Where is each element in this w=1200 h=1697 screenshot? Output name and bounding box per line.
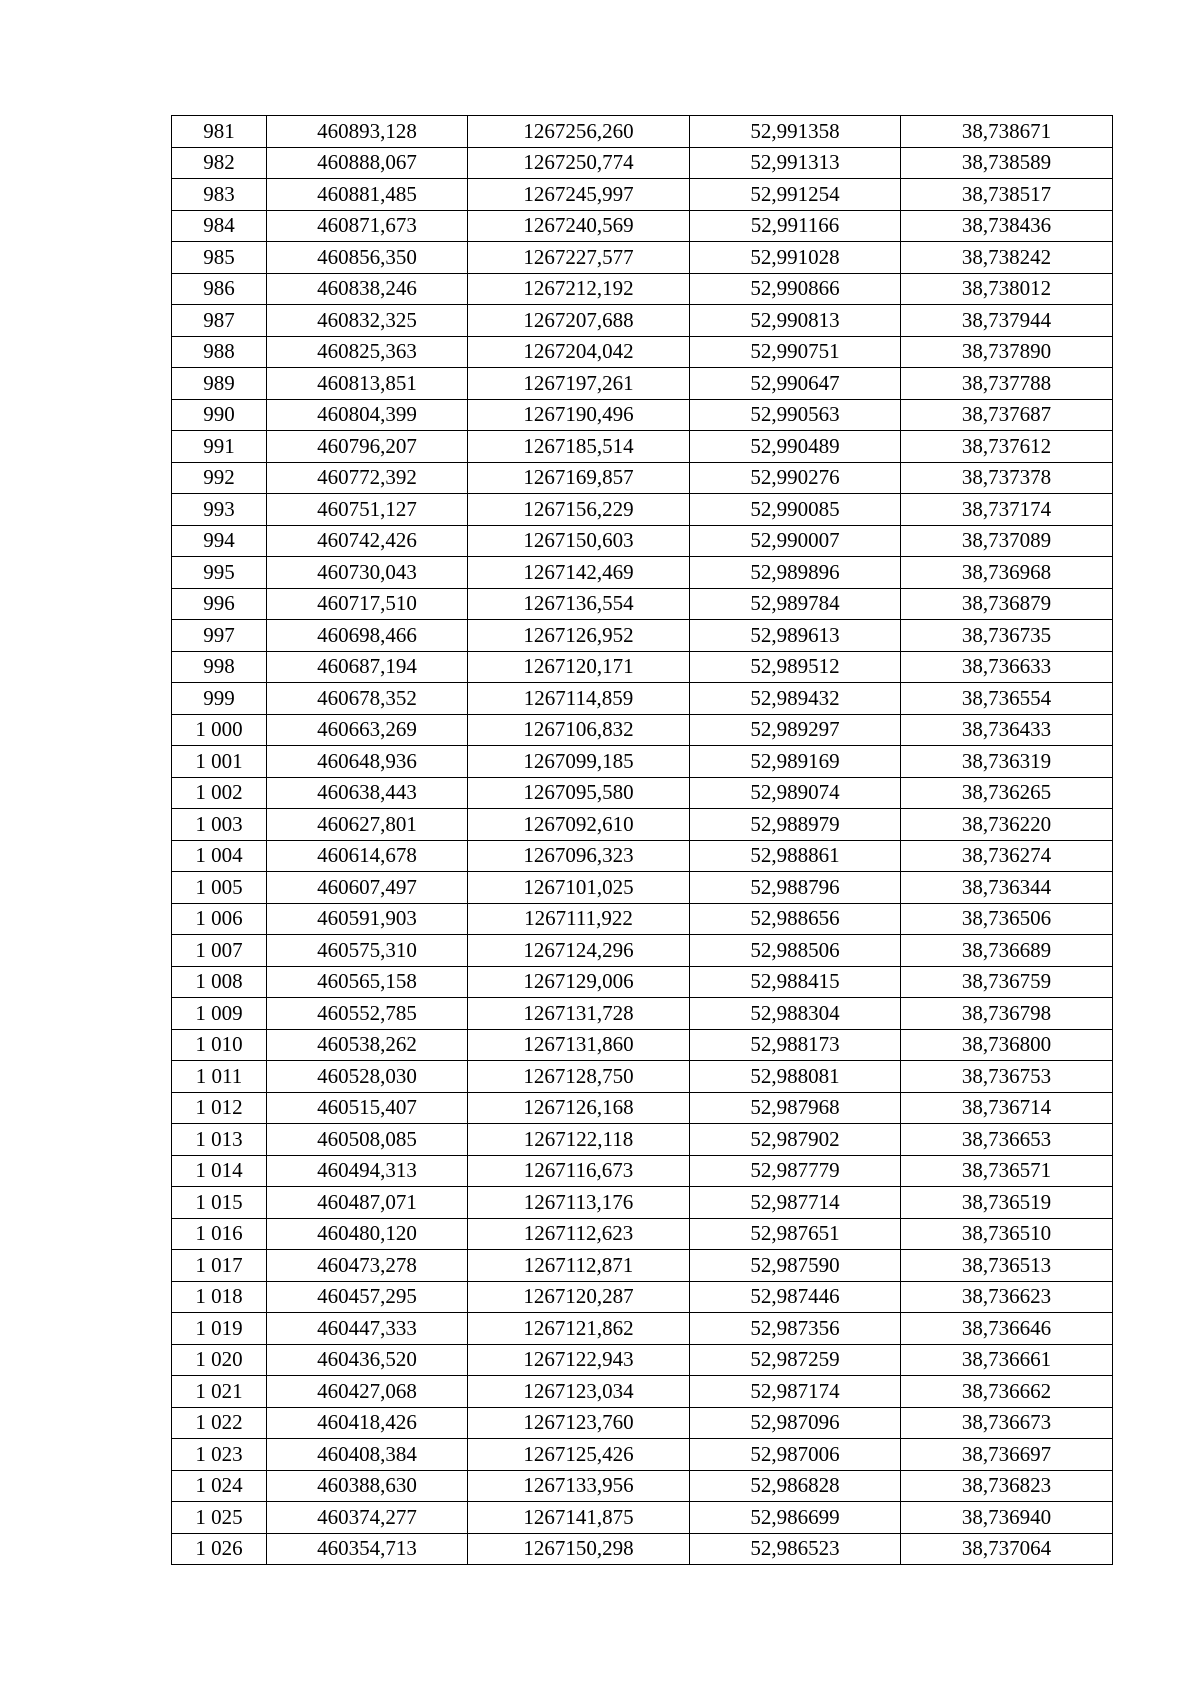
latitude-cell: 52,986828 (690, 1470, 901, 1502)
point-number-cell: 1 011 (172, 1061, 267, 1093)
table-row (172, 242, 1113, 274)
y-coordinate-cell: 1267092,610 (468, 809, 690, 841)
table-row (172, 368, 1113, 400)
x-coordinate-cell: 460528,030 (267, 1061, 468, 1093)
table-row (172, 273, 1113, 305)
latitude-cell: 52,988656 (690, 903, 901, 935)
point-number-cell: 1 007 (172, 935, 267, 967)
x-coordinate-cell: 460508,085 (267, 1124, 468, 1156)
x-coordinate-cell: 460638,443 (267, 777, 468, 809)
y-coordinate-cell: 1267126,168 (468, 1092, 690, 1124)
table-row (172, 777, 1113, 809)
point-number-cell: 1 021 (172, 1376, 267, 1408)
longitude-cell: 38,736940 (901, 1502, 1113, 1534)
point-number-cell: 995 (172, 557, 267, 589)
longitude-cell: 38,736513 (901, 1250, 1113, 1282)
x-coordinate-cell: 460418,426 (267, 1407, 468, 1439)
point-number-cell: 1 023 (172, 1439, 267, 1471)
longitude-cell: 38,736673 (901, 1407, 1113, 1439)
latitude-cell: 52,991313 (690, 147, 901, 179)
longitude-cell: 38,736571 (901, 1155, 1113, 1187)
x-coordinate-cell: 460408,384 (267, 1439, 468, 1471)
latitude-cell: 52,987006 (690, 1439, 901, 1471)
y-coordinate-cell: 1267131,728 (468, 998, 690, 1030)
x-coordinate-cell: 460796,207 (267, 431, 468, 463)
x-coordinate-cell: 460494,313 (267, 1155, 468, 1187)
y-coordinate-cell: 1267116,673 (468, 1155, 690, 1187)
longitude-cell: 38,736623 (901, 1281, 1113, 1313)
table-row (172, 1376, 1113, 1408)
latitude-cell: 52,987446 (690, 1281, 901, 1313)
y-coordinate-cell: 1267245,997 (468, 179, 690, 211)
table-row (172, 966, 1113, 998)
x-coordinate-cell: 460575,310 (267, 935, 468, 967)
table-row (172, 1124, 1113, 1156)
table-row (172, 1029, 1113, 1061)
longitude-cell: 38,736800 (901, 1029, 1113, 1061)
point-number-cell: 990 (172, 399, 267, 431)
longitude-cell: 38,738012 (901, 273, 1113, 305)
table-row (172, 1250, 1113, 1282)
longitude-cell: 38,736220 (901, 809, 1113, 841)
x-coordinate-cell: 460888,067 (267, 147, 468, 179)
y-coordinate-cell: 1267204,042 (468, 336, 690, 368)
point-number-cell: 1 009 (172, 998, 267, 1030)
y-coordinate-cell: 1267250,774 (468, 147, 690, 179)
y-coordinate-cell: 1267112,623 (468, 1218, 690, 1250)
x-coordinate-cell: 460698,466 (267, 620, 468, 652)
point-number-cell: 1 025 (172, 1502, 267, 1534)
point-number-cell: 998 (172, 651, 267, 683)
x-coordinate-cell: 460552,785 (267, 998, 468, 1030)
x-coordinate-cell: 460893,128 (267, 116, 468, 148)
x-coordinate-cell: 460480,120 (267, 1218, 468, 1250)
x-coordinate-cell: 460871,673 (267, 210, 468, 242)
point-number-cell: 1 026 (172, 1533, 267, 1565)
longitude-cell: 38,736697 (901, 1439, 1113, 1471)
latitude-cell: 52,989074 (690, 777, 901, 809)
y-coordinate-cell: 1267122,118 (468, 1124, 690, 1156)
latitude-cell: 52,990813 (690, 305, 901, 337)
longitude-cell: 38,737612 (901, 431, 1113, 463)
x-coordinate-cell: 460607,497 (267, 872, 468, 904)
y-coordinate-cell: 1267185,514 (468, 431, 690, 463)
longitude-cell: 38,737064 (901, 1533, 1113, 1565)
table-row (172, 809, 1113, 841)
latitude-cell: 52,988796 (690, 872, 901, 904)
longitude-cell: 38,736759 (901, 966, 1113, 998)
y-coordinate-cell: 1267142,469 (468, 557, 690, 589)
table-row (172, 840, 1113, 872)
coordinates-table-body (172, 116, 1113, 1565)
longitude-cell: 38,736319 (901, 746, 1113, 778)
x-coordinate-cell: 460813,851 (267, 368, 468, 400)
point-number-cell: 1 024 (172, 1470, 267, 1502)
longitude-cell: 38,736344 (901, 872, 1113, 904)
y-coordinate-cell: 1267227,577 (468, 242, 690, 274)
latitude-cell: 52,987714 (690, 1187, 901, 1219)
table-row (172, 714, 1113, 746)
x-coordinate-cell: 460473,278 (267, 1250, 468, 1282)
longitude-cell: 38,737788 (901, 368, 1113, 400)
y-coordinate-cell: 1267123,034 (468, 1376, 690, 1408)
x-coordinate-cell: 460591,903 (267, 903, 468, 935)
longitude-cell: 38,738242 (901, 242, 1113, 274)
table-row (172, 935, 1113, 967)
y-coordinate-cell: 1267128,750 (468, 1061, 690, 1093)
latitude-cell: 52,990007 (690, 525, 901, 557)
latitude-cell: 52,987779 (690, 1155, 901, 1187)
longitude-cell: 38,736510 (901, 1218, 1113, 1250)
y-coordinate-cell: 1267124,296 (468, 935, 690, 967)
point-number-cell: 985 (172, 242, 267, 274)
y-coordinate-cell: 1267101,025 (468, 872, 690, 904)
latitude-cell: 52,987651 (690, 1218, 901, 1250)
x-coordinate-cell: 460832,325 (267, 305, 468, 337)
point-number-cell: 1 019 (172, 1313, 267, 1345)
y-coordinate-cell: 1267120,287 (468, 1281, 690, 1313)
y-coordinate-cell: 1267240,569 (468, 210, 690, 242)
y-coordinate-cell: 1267123,760 (468, 1407, 690, 1439)
table-row (172, 1281, 1113, 1313)
x-coordinate-cell: 460614,678 (267, 840, 468, 872)
longitude-cell: 38,736798 (901, 998, 1113, 1030)
y-coordinate-cell: 1267197,261 (468, 368, 690, 400)
x-coordinate-cell: 460627,801 (267, 809, 468, 841)
y-coordinate-cell: 1267111,922 (468, 903, 690, 935)
y-coordinate-cell: 1267096,323 (468, 840, 690, 872)
longitude-cell: 38,738671 (901, 116, 1113, 148)
latitude-cell: 52,989297 (690, 714, 901, 746)
longitude-cell: 38,736554 (901, 683, 1113, 715)
x-coordinate-cell: 460388,630 (267, 1470, 468, 1502)
table-row (172, 903, 1113, 935)
y-coordinate-cell: 1267112,871 (468, 1250, 690, 1282)
y-coordinate-cell: 1267114,859 (468, 683, 690, 715)
x-coordinate-cell: 460427,068 (267, 1376, 468, 1408)
point-number-cell: 982 (172, 147, 267, 179)
table-row (172, 1155, 1113, 1187)
latitude-cell: 52,988081 (690, 1061, 901, 1093)
latitude-cell: 52,987096 (690, 1407, 901, 1439)
point-number-cell: 1 010 (172, 1029, 267, 1061)
y-coordinate-cell: 1267207,688 (468, 305, 690, 337)
latitude-cell: 52,990751 (690, 336, 901, 368)
table-row (172, 746, 1113, 778)
table-row (172, 116, 1113, 148)
longitude-cell: 38,737174 (901, 494, 1113, 526)
x-coordinate-cell: 460678,352 (267, 683, 468, 715)
table-row (172, 1061, 1113, 1093)
point-number-cell: 986 (172, 273, 267, 305)
y-coordinate-cell: 1267122,943 (468, 1344, 690, 1376)
table-row (172, 1187, 1113, 1219)
table-row (172, 494, 1113, 526)
table-row (172, 431, 1113, 463)
point-number-cell: 984 (172, 210, 267, 242)
x-coordinate-cell: 460565,158 (267, 966, 468, 998)
y-coordinate-cell: 1267150,298 (468, 1533, 690, 1565)
table-row (172, 557, 1113, 589)
table-row (172, 1407, 1113, 1439)
table-row (172, 179, 1113, 211)
y-coordinate-cell: 1267121,862 (468, 1313, 690, 1345)
table-row (172, 1218, 1113, 1250)
longitude-cell: 38,736506 (901, 903, 1113, 935)
longitude-cell: 38,736968 (901, 557, 1113, 589)
x-coordinate-cell: 460487,071 (267, 1187, 468, 1219)
longitude-cell: 38,736653 (901, 1124, 1113, 1156)
table-row (172, 210, 1113, 242)
longitude-cell: 38,736879 (901, 588, 1113, 620)
longitude-cell: 38,736714 (901, 1092, 1113, 1124)
table-row (172, 620, 1113, 652)
point-number-cell: 999 (172, 683, 267, 715)
y-coordinate-cell: 1267156,229 (468, 494, 690, 526)
point-number-cell: 1 000 (172, 714, 267, 746)
point-number-cell: 988 (172, 336, 267, 368)
x-coordinate-cell: 460742,426 (267, 525, 468, 557)
longitude-cell: 38,737378 (901, 462, 1113, 494)
point-number-cell: 1 016 (172, 1218, 267, 1250)
y-coordinate-cell: 1267125,426 (468, 1439, 690, 1471)
coordinates-table (171, 115, 1113, 1565)
longitude-cell: 38,736735 (901, 620, 1113, 652)
latitude-cell: 52,991166 (690, 210, 901, 242)
point-number-cell: 992 (172, 462, 267, 494)
point-number-cell: 1 012 (172, 1092, 267, 1124)
point-number-cell: 1 001 (172, 746, 267, 778)
y-coordinate-cell: 1267141,875 (468, 1502, 690, 1534)
x-coordinate-cell: 460447,333 (267, 1313, 468, 1345)
latitude-cell: 52,991028 (690, 242, 901, 274)
longitude-cell: 38,738517 (901, 179, 1113, 211)
longitude-cell: 38,736661 (901, 1344, 1113, 1376)
y-coordinate-cell: 1267190,496 (468, 399, 690, 431)
point-number-cell: 1 003 (172, 809, 267, 841)
y-coordinate-cell: 1267113,176 (468, 1187, 690, 1219)
longitude-cell: 38,736753 (901, 1061, 1113, 1093)
latitude-cell: 52,987968 (690, 1092, 901, 1124)
latitude-cell: 52,990489 (690, 431, 901, 463)
x-coordinate-cell: 460663,269 (267, 714, 468, 746)
latitude-cell: 52,988304 (690, 998, 901, 1030)
point-number-cell: 997 (172, 620, 267, 652)
y-coordinate-cell: 1267133,956 (468, 1470, 690, 1502)
latitude-cell: 52,988173 (690, 1029, 901, 1061)
x-coordinate-cell: 460825,363 (267, 336, 468, 368)
point-number-cell: 989 (172, 368, 267, 400)
longitude-cell: 38,736646 (901, 1313, 1113, 1345)
point-number-cell: 1 006 (172, 903, 267, 935)
latitude-cell: 52,988415 (690, 966, 901, 998)
latitude-cell: 52,988506 (690, 935, 901, 967)
x-coordinate-cell: 460457,295 (267, 1281, 468, 1313)
table-row (172, 872, 1113, 904)
y-coordinate-cell: 1267256,260 (468, 116, 690, 148)
x-coordinate-cell: 460687,194 (267, 651, 468, 683)
latitude-cell: 52,988861 (690, 840, 901, 872)
table-row (172, 998, 1113, 1030)
x-coordinate-cell: 460856,350 (267, 242, 468, 274)
latitude-cell: 52,986699 (690, 1502, 901, 1534)
latitude-cell: 52,989432 (690, 683, 901, 715)
y-coordinate-cell: 1267212,192 (468, 273, 690, 305)
longitude-cell: 38,736689 (901, 935, 1113, 967)
y-coordinate-cell: 1267095,580 (468, 777, 690, 809)
latitude-cell: 52,990563 (690, 399, 901, 431)
latitude-cell: 52,990866 (690, 273, 901, 305)
longitude-cell: 38,736662 (901, 1376, 1113, 1408)
latitude-cell: 52,987259 (690, 1344, 901, 1376)
longitude-cell: 38,736433 (901, 714, 1113, 746)
point-number-cell: 1 014 (172, 1155, 267, 1187)
point-number-cell: 996 (172, 588, 267, 620)
longitude-cell: 38,736265 (901, 777, 1113, 809)
x-coordinate-cell: 460730,043 (267, 557, 468, 589)
longitude-cell: 38,737890 (901, 336, 1113, 368)
table-row (172, 305, 1113, 337)
latitude-cell: 52,989896 (690, 557, 901, 589)
latitude-cell: 52,986523 (690, 1533, 901, 1565)
x-coordinate-cell: 460838,246 (267, 273, 468, 305)
latitude-cell: 52,987174 (690, 1376, 901, 1408)
table-row (172, 462, 1113, 494)
x-coordinate-cell: 460751,127 (267, 494, 468, 526)
table-row (172, 1502, 1113, 1534)
latitude-cell: 52,989613 (690, 620, 901, 652)
table-row (172, 336, 1113, 368)
longitude-cell: 38,736823 (901, 1470, 1113, 1502)
table-row (172, 1533, 1113, 1565)
latitude-cell: 52,988979 (690, 809, 901, 841)
y-coordinate-cell: 1267136,554 (468, 588, 690, 620)
x-coordinate-cell: 460374,277 (267, 1502, 468, 1534)
y-coordinate-cell: 1267169,857 (468, 462, 690, 494)
point-number-cell: 1 015 (172, 1187, 267, 1219)
point-number-cell: 1 022 (172, 1407, 267, 1439)
table-row (172, 1313, 1113, 1345)
table-row (172, 399, 1113, 431)
table-row (172, 588, 1113, 620)
point-number-cell: 993 (172, 494, 267, 526)
y-coordinate-cell: 1267126,952 (468, 620, 690, 652)
x-coordinate-cell: 460804,399 (267, 399, 468, 431)
point-number-cell: 981 (172, 116, 267, 148)
x-coordinate-cell: 460538,262 (267, 1029, 468, 1061)
point-number-cell: 1 018 (172, 1281, 267, 1313)
latitude-cell: 52,990276 (690, 462, 901, 494)
table-row (172, 1470, 1113, 1502)
table-row (172, 147, 1113, 179)
point-number-cell: 1 008 (172, 966, 267, 998)
x-coordinate-cell: 460515,407 (267, 1092, 468, 1124)
point-number-cell: 1 020 (172, 1344, 267, 1376)
point-number-cell: 991 (172, 431, 267, 463)
latitude-cell: 52,990647 (690, 368, 901, 400)
table-row (172, 683, 1113, 715)
table-row (172, 1439, 1113, 1471)
longitude-cell: 38,737944 (901, 305, 1113, 337)
latitude-cell: 52,991358 (690, 116, 901, 148)
y-coordinate-cell: 1267106,832 (468, 714, 690, 746)
latitude-cell: 52,989169 (690, 746, 901, 778)
y-coordinate-cell: 1267131,860 (468, 1029, 690, 1061)
x-coordinate-cell: 460717,510 (267, 588, 468, 620)
latitude-cell: 52,989784 (690, 588, 901, 620)
x-coordinate-cell: 460436,520 (267, 1344, 468, 1376)
longitude-cell: 38,737089 (901, 525, 1113, 557)
point-number-cell: 1 013 (172, 1124, 267, 1156)
x-coordinate-cell: 460772,392 (267, 462, 468, 494)
x-coordinate-cell: 460648,936 (267, 746, 468, 778)
table-row (172, 1092, 1113, 1124)
latitude-cell: 52,987590 (690, 1250, 901, 1282)
longitude-cell: 38,736274 (901, 840, 1113, 872)
x-coordinate-cell: 460881,485 (267, 179, 468, 211)
y-coordinate-cell: 1267150,603 (468, 525, 690, 557)
point-number-cell: 987 (172, 305, 267, 337)
y-coordinate-cell: 1267129,006 (468, 966, 690, 998)
point-number-cell: 1 017 (172, 1250, 267, 1282)
latitude-cell: 52,987356 (690, 1313, 901, 1345)
point-number-cell: 983 (172, 179, 267, 211)
table-row (172, 651, 1113, 683)
y-coordinate-cell: 1267099,185 (468, 746, 690, 778)
table-row (172, 1344, 1113, 1376)
latitude-cell: 52,989512 (690, 651, 901, 683)
longitude-cell: 38,738589 (901, 147, 1113, 179)
longitude-cell: 38,736633 (901, 651, 1113, 683)
point-number-cell: 994 (172, 525, 267, 557)
x-coordinate-cell: 460354,713 (267, 1533, 468, 1565)
longitude-cell: 38,738436 (901, 210, 1113, 242)
latitude-cell: 52,990085 (690, 494, 901, 526)
latitude-cell: 52,987902 (690, 1124, 901, 1156)
point-number-cell: 1 004 (172, 840, 267, 872)
point-number-cell: 1 005 (172, 872, 267, 904)
y-coordinate-cell: 1267120,171 (468, 651, 690, 683)
longitude-cell: 38,737687 (901, 399, 1113, 431)
table-row (172, 525, 1113, 557)
latitude-cell: 52,991254 (690, 179, 901, 211)
point-number-cell: 1 002 (172, 777, 267, 809)
longitude-cell: 38,736519 (901, 1187, 1113, 1219)
